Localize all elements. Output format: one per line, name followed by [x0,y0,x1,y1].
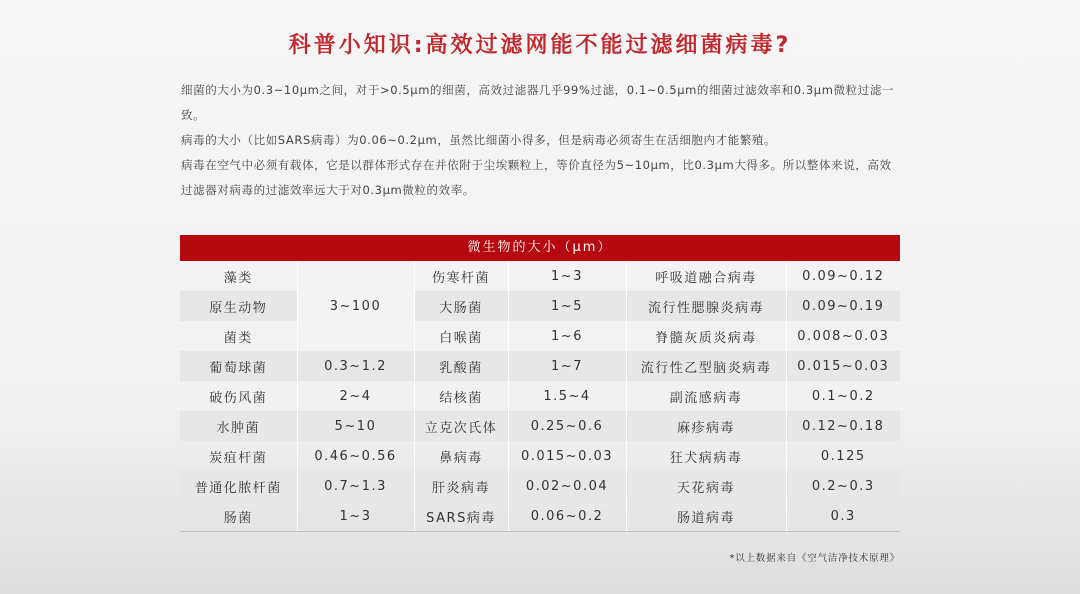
size-value: 1~5 [508,291,626,321]
organism-name: 呼吸道融合病毒 [626,261,786,291]
table-row [180,381,900,411]
organism-name: 肠道病毒 [626,501,786,531]
table-row [180,441,900,471]
organism-name: 流行性腮腺炎病毒 [626,291,786,321]
table-row [180,321,900,351]
size-value: 0.015~0.03 [508,441,626,471]
size-value: 5~10 [297,411,414,441]
paragraph-virus-carrier: 病毒在空气中必须有载体，它是以群体形式存在并依附于尘埃颗粒上，等价直径为5~10μm，比0.3μm大得多。所以整体来说，高效过滤器对病毒的过滤效率远大于对0.3μm微粒的效率。 [181,158,892,197]
organism-name: 麻疹病毒 [626,411,786,441]
organism-name: 水肿菌 [180,411,297,441]
size-value: 0.12~0.18 [786,411,900,441]
organism-name: 副流感病毒 [626,381,786,411]
organism-name: 白喉菌 [414,321,508,351]
organism-name: 伤寒杆菌 [414,261,508,291]
size-value: 0.46~0.56 [297,441,414,471]
organism-name: 破伤风菌 [180,381,297,411]
page-title: 科普小知识:高效过滤网能不能过滤细菌病毒? [288,33,792,58]
organism-name: 藻类 [180,261,297,291]
size-value: 0.008~0.03 [797,328,890,344]
size-value: 0.1~0.2 [811,388,875,404]
table-row [180,291,900,321]
size-value: 0.015~0.03 [786,351,900,381]
organism-name: 菌类 [180,321,297,351]
table-bottom-rule [180,531,900,532]
paragraph-virus-size: 病毒的大小（比如SARS病毒）为0.06~0.2μm，虽然比细菌小得多，但是病毒必须寄生在活细胞内才能繁殖。 [181,133,777,147]
organism-name: 肝炎病毒 [414,471,508,501]
size-value: 0.09~0.19 [786,291,900,321]
size-value: 2~4 [297,381,414,411]
organism-name: 脊髓灰质炎病毒 [626,321,786,351]
organism-name: 普通化脓杆菌 [180,471,297,501]
microbe-size-table [180,235,900,532]
organism-name: 乳酸菌 [414,351,508,381]
organism-name: 鼻病毒 [414,441,508,471]
size-value: 0.7~1.3 [297,471,414,501]
size-value: 0.125 [820,448,866,464]
organism-name: 狂犬病病毒 [626,441,786,471]
size-value: 0.3 [830,508,856,524]
size-value: 1~3 [508,261,626,291]
organism-name: SARS病毒 [414,501,508,531]
paragraph-bacteria-size: 细菌的大小为0.3~10μm之间，对于>0.5μm的细菌，高效过滤器几乎99%过滤，0.1~0.5μm的细菌过滤效率和0.3μm微粒过滤一致。 [181,83,895,122]
organism-name: 葡萄球菌 [180,351,297,381]
table-header: 微生物的大小（μm） [180,235,900,261]
size-value: 1.5~4 [508,381,626,411]
organism-name: 原生动物 [180,291,297,321]
organism-name: 天花病毒 [626,471,786,501]
table-row [180,501,900,531]
organism-name: 流行性乙型脑炎病毒 [626,351,786,381]
intro-text [181,78,903,203]
size-value: 0.06~0.2 [508,501,626,531]
size-value: 1~6 [508,321,626,351]
organism-name: 肠菌 [180,501,297,531]
table-row [180,351,900,381]
size-value: 0.2~0.3 [786,471,900,501]
table-row [180,411,900,441]
table-row [180,471,900,501]
size-value: 0.09~0.12 [802,268,885,284]
organism-name: 大肠菌 [414,291,508,321]
organism-name: 结核菌 [414,381,508,411]
organism-name: 炭疽杆菌 [180,441,297,471]
size-value: 0.02~0.04 [508,471,626,501]
size-value: 0.3~1.2 [297,351,414,381]
merged-size-value: 3~100 [297,261,414,351]
organism-name: 立克次氏体 [414,411,508,441]
size-value: 0.25~0.6 [508,411,626,441]
size-value: 1~7 [508,351,626,381]
size-value: 1~3 [297,501,414,531]
size-table [180,261,900,531]
source-footnote: *以上数据来自《空气洁净技术原理》 [729,553,900,564]
table-row [180,261,900,291]
